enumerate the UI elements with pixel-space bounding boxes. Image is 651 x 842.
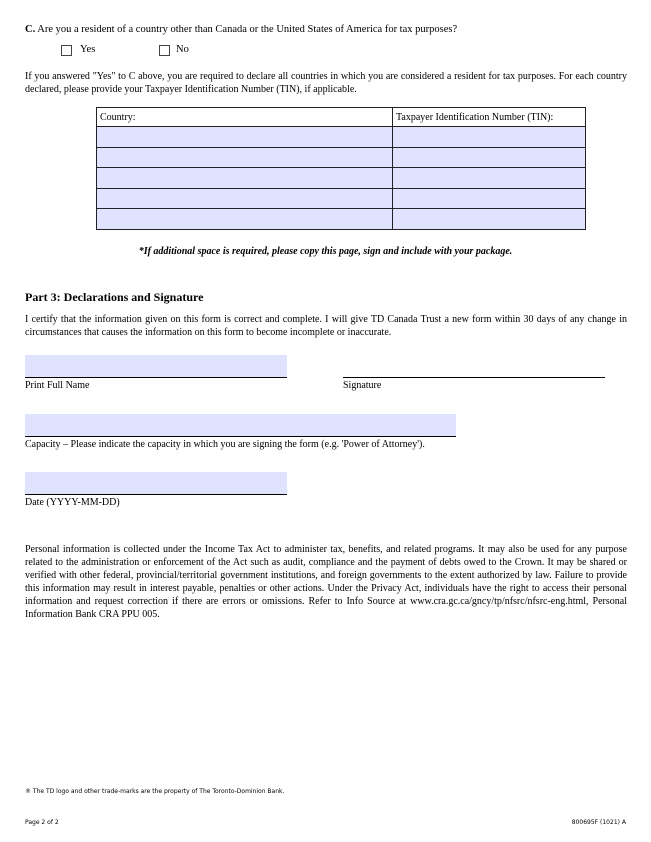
residency-instructions: If you answered "Yes" to C above, you are required to declare all countries in which you are considered a resident for tax purposes. For each country declared, please provide your Taxpayer Identification Number (TIN), if applicable.	[25, 71, 627, 95]
question-c-text: Are you a resident of a country other than Canada or the United States of America for tax purposes?	[37, 24, 458, 35]
tin-field[interactable]	[393, 209, 586, 230]
additional-space-note: *If additional space is required, please copy this page, sign and include with your package.	[138, 246, 513, 257]
tin-table-header	[97, 108, 586, 127]
certification-text: I certify that the information given on this form is correct and complete. I will give TD Canada Trust a new form within 30 days of any change in circumstances that causes the information on this form to become incomplete or inaccurate.	[25, 314, 627, 338]
capacity-field[interactable]	[25, 414, 456, 436]
privacy-notice: Personal information is collected under the Income Tax Act to administer tax, benefits, and related programs. It may also be used for any purpose related to the administration or enforcement of the Act such as audit, compliance and the payment of debts owed to the Crown. It may be shared or verified with other federal, provincial/territorial government institutions, and foreign governments to the extent authorized by law. Failure to provide this information may result in interest payable, penalties or other actions. Under the Privacy Act, individuals have the right to access their personal information and request correction if there are errors or omissions. Refer to Info Source at www.cra.gc.ca/gncy/tp/nfsrc/nfsrc-eng.html, Personal Information Bank CRA PPU 005.	[25, 544, 627, 620]
table-row	[97, 127, 586, 148]
table-row	[97, 147, 586, 168]
country-field[interactable]	[97, 209, 393, 230]
print-name-line	[25, 377, 287, 378]
table-row	[97, 168, 586, 189]
question-c-label: C.	[25, 24, 36, 35]
tin-field[interactable]	[393, 188, 586, 209]
tin-field[interactable]	[393, 168, 586, 189]
country-field[interactable]	[97, 127, 393, 148]
table-row	[97, 188, 586, 209]
date-field[interactable]	[25, 472, 287, 494]
tin-header: Taxpayer Identification Number (TIN):	[393, 108, 586, 127]
question-c	[25, 24, 457, 35]
page-number: Page 2 of 2	[25, 819, 59, 826]
tin-table	[96, 107, 586, 230]
date-label: Date (YYYY-MM-DD)	[25, 497, 120, 508]
no-checkbox[interactable]	[159, 45, 170, 56]
country-field[interactable]	[97, 188, 393, 209]
trademark-notice: ® The TD logo and other trade-marks are the property of The Toronto-Dominion Bank.	[25, 788, 285, 795]
signature-label: Signature	[343, 380, 382, 391]
capacity-label: Capacity – Please indicate the capacity in which you are signing the form (e.g. 'Power of Attorney').	[25, 439, 425, 450]
table-row	[97, 209, 586, 230]
country-field[interactable]	[97, 168, 393, 189]
print-name-label: Print Full Name	[25, 380, 90, 391]
print-name-field[interactable]	[25, 355, 287, 377]
country-header: Country:	[97, 108, 393, 127]
capacity-line	[25, 436, 456, 437]
tin-field[interactable]	[393, 147, 586, 168]
signature-line[interactable]	[343, 377, 605, 378]
country-field[interactable]	[97, 147, 393, 168]
tin-field[interactable]	[393, 127, 586, 148]
form-code: 800695F (1021) A	[571, 819, 626, 826]
yes-checkbox[interactable]	[61, 45, 72, 56]
yes-label: Yes	[80, 44, 96, 55]
part3-title: Part 3: Declarations and Signature	[25, 290, 204, 304]
date-line	[25, 494, 287, 495]
no-label: No	[176, 44, 189, 55]
